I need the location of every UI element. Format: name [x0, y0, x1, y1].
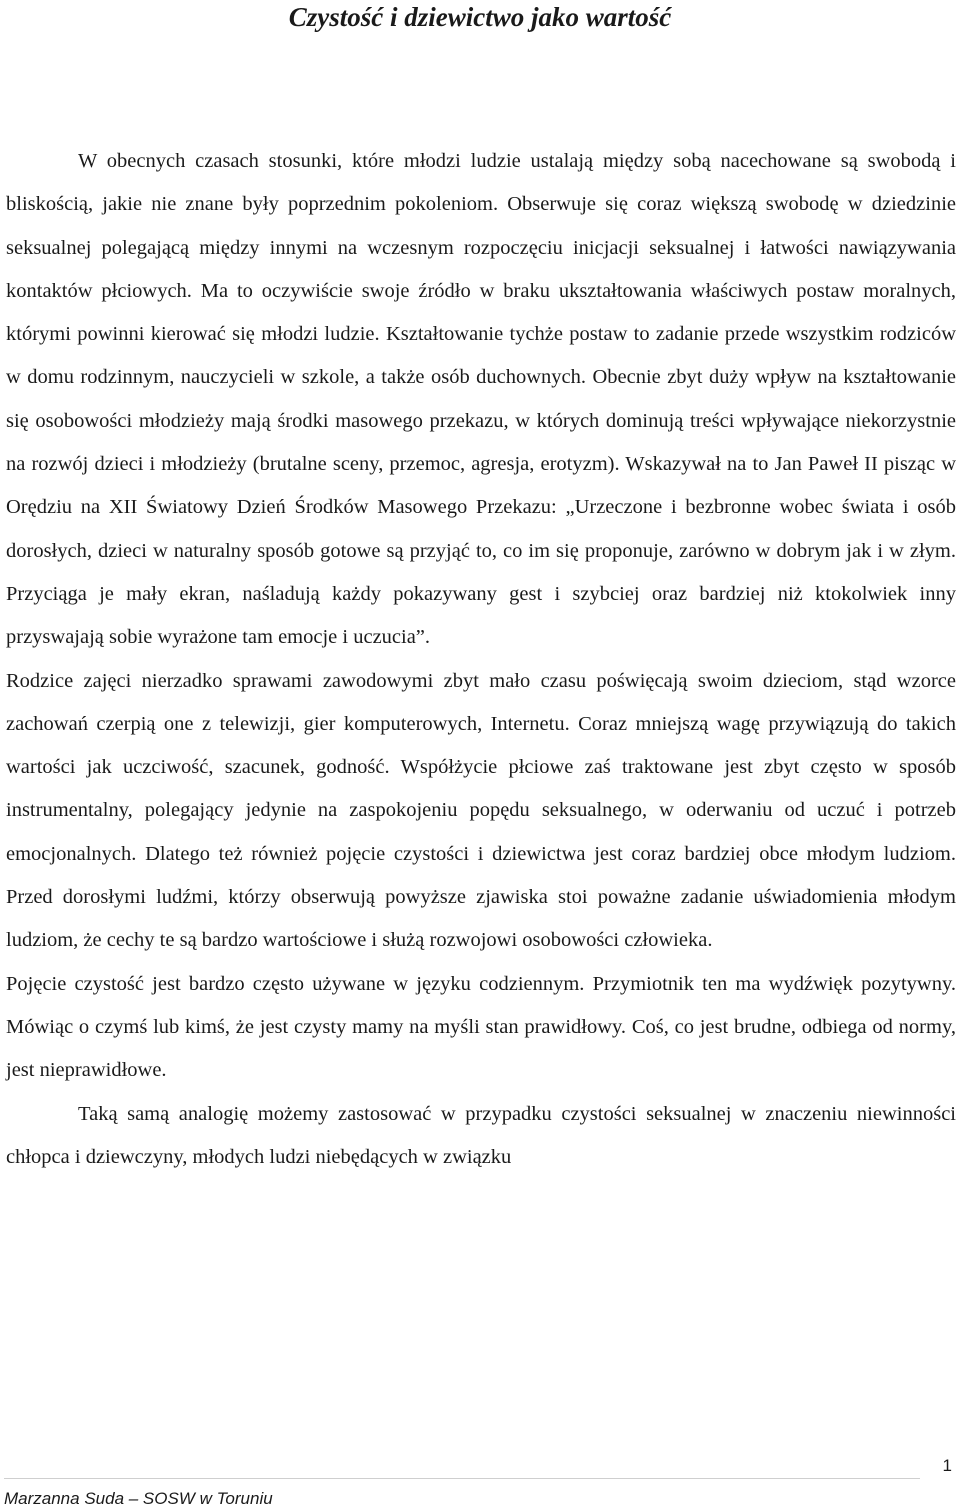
- document-title: Czystość i dziewictwo jako wartość: [288, 2, 672, 32]
- paragraph-1: W obecnych czasach stosunki, które młodzi ludzie ustalają między sobą nacechowane są swobodą i bliskością, jakie nie znane były poprzednim pokoleniom. Obserwuje się coraz większą swobodę w dziedzinie seksualnej polegającą między innymi na wczesnym rozpoczęciu inicjacji seksualnej i łatwości nawiązywania kontaktów płciowych. Ma to oczywiście swoje źródło w braku ukształtowania właściwych postaw moralnych, którymi powinni kierować się młodzi ludzie. Kształtowanie tychże postaw to zadanie przede wszystkim rodziców w domu rodzinnym, nauczycieli w szkole, a także osób duchownych. Obecnie zbyt duży wpływ na kształtowanie się osobowości młodzieży mają środki masowego przekazu, w których dominują treści wpływające niekorzystnie na rozwój dzieci i młodzieży (brutalne sceny, przemoc, agresja, erotyzm). Wskazywał na to Jan Paweł II pisząc w Orędziu na XII Światowy Dzień Środków Masowego Przekazu: „Urzeczone i bezbronne wobec świata i osób dorosłych, dzieci w naturalny sposób gotowe są przyjąć to, co im się proponuje, zarówno w dobrym jak i w złym. Przyciąga je mały ekran, naśladują każdy pokazywany gest i szybciej oraz bardziej niż ktokolwiek inny przyswajają sobie wyrażone tam emocje i uczucia”.: [6, 150, 956, 649]
- document-body: [6, 140, 956, 1179]
- footer-divider: [4, 1478, 920, 1479]
- paragraph-3: Pojęcie czystość jest bardzo często używane w języku codziennym. Przymiotnik ten ma wydźwięk pozytywny. Mówiąc o czymś lub kimś, że jest czysty mamy na myśli stan prawidłowy. Coś, co jest brudne, odbiega od normy, jest nieprawidłowe.: [6, 972, 956, 1082]
- page-number: 1: [942, 1456, 952, 1475]
- footer-author: Marzanna Suda – SOSW w Toruniu: [4, 1489, 273, 1508]
- paragraph-4: Taką samą analogię możemy zastosować w przypadku czystości seksualnej w znaczeniu niewinności chłopca i dziewczyny, młodych ludzi niebędących w związku: [6, 1102, 956, 1168]
- paragraph-2: Rodzice zajęci nierzadko sprawami zawodowymi zbyt mało czasu poświęcają swoim dzieciom, stąd wzorce zachowań czerpią one z telewizji, gier komputerowych, Internetu. Coraz mniejszą wagę przywiązują do takich wartości jak uczciwość, szacunek, godność. Współżycie płciowe zaś traktowane jest zbyt często w sposób instrumentalny, polegający jedynie na zaspokojeniu popędu seksualnego, w oderwaniu od uczuć i potrzeb emocjonalnych. Dlatego też również pojęcie czystości i dziewictwa jest coraz bardziej obce młodym ludziom. Przed dorosłymi ludźmi, którzy obserwują powyższe zjawiska stoi poważne zadanie uświadomienia młodym ludziom, że cechy te są bardzo wartościowe i służą rozwojowi osobowości człowieka.: [6, 669, 956, 952]
